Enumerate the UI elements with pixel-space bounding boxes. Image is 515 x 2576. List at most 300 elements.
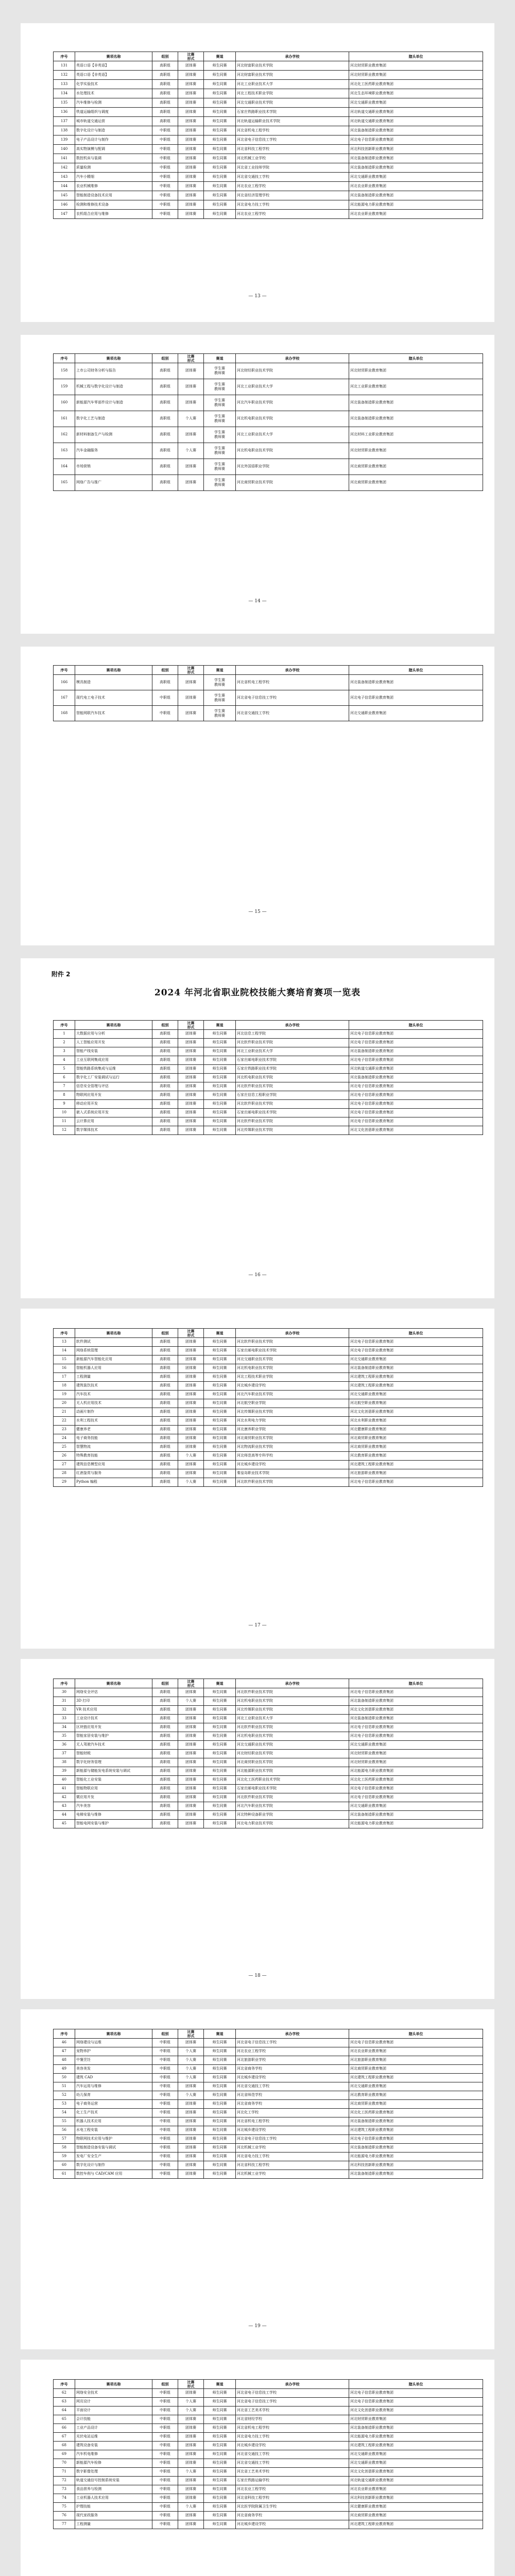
table-cell: 河北机电职业技术学院	[236, 411, 349, 427]
table-cell: 师生同赛	[204, 2056, 236, 2065]
table-cell: 河北财富职业技术学院	[236, 71, 349, 80]
table-cell: 74	[54, 2494, 75, 2503]
table-cell: 团体赛	[178, 1109, 204, 1117]
column-header: 牎头单位	[349, 666, 483, 675]
table-cell: 44	[54, 1811, 75, 1820]
table-cell: 电子产品设计与制作	[75, 135, 152, 145]
cell-line: 教师赛	[214, 387, 225, 391]
table-cell: 现代家政服务	[75, 2512, 152, 2520]
table-cell: 47	[54, 2047, 75, 2056]
table-cell: 团体赛	[178, 427, 204, 443]
table-cell: 高职组	[152, 1109, 178, 1117]
table-cell: 河北软件职业技术学院	[236, 1723, 349, 1732]
table-cell: 团体赛	[178, 117, 204, 126]
table-cell: 河北财经职业技术学院	[236, 1750, 349, 1758]
table-cell: 河北装备制造职业教育集团	[349, 1047, 483, 1056]
table-cell: 无人机应用技术	[75, 1399, 152, 1408]
table-cell: 团体赛	[178, 2126, 204, 2135]
table-cell: 个人赛	[178, 2503, 204, 2512]
table-cell: 高职组	[152, 363, 178, 379]
table-row	[54, 1741, 483, 1750]
table-cell: 高职组	[152, 1030, 178, 1039]
table-cell: 师生同赛	[204, 191, 236, 200]
table-cell: 河北财贸职业教育集团	[349, 2415, 483, 2424]
table-cell: 团体赛	[178, 1688, 204, 1697]
table-row	[54, 1443, 483, 1452]
table-cell: 57	[54, 2135, 75, 2144]
table-cell: 新材料制备生产与检测	[75, 427, 152, 443]
table-cell: 团体赛	[178, 1338, 204, 1347]
column-header: 承办学校	[236, 1021, 349, 1030]
table-cell: 河北化工医药职业技术学院	[236, 1776, 349, 1785]
table-cell: 中职组	[152, 2415, 178, 2424]
table-cell: 62	[54, 2389, 75, 2398]
cell-line: 教师赛	[214, 371, 225, 375]
document-page	[21, 647, 494, 945]
table-cell: 河北电子信息职业教育集团	[349, 1091, 483, 1100]
table-cell: 师生同赛	[204, 2442, 236, 2450]
table-row	[54, 1030, 483, 1039]
table-cell: 个人赛	[178, 443, 204, 459]
column-header: 组别	[152, 1679, 178, 1688]
table-cell: 河北商贸职业教育集团	[349, 2065, 483, 2074]
table-cell: 中职组	[152, 2056, 178, 2065]
table-cell: 河北省交通技工学校	[236, 2450, 349, 2459]
table-cell: 河北装备制造职业教育集团	[349, 154, 483, 163]
table-cell: 河北建筑工程职业教育集团	[349, 2520, 483, 2529]
table-row	[54, 1364, 483, 1373]
table-row	[54, 1399, 483, 1408]
table-cell: 河北电子信息职业教育集团	[349, 1117, 483, 1126]
table-cell: 师生同赛	[204, 1347, 236, 1355]
table-cell: 团体赛	[178, 2135, 204, 2144]
table-cell: 河北省电力技工学校	[236, 2433, 349, 2442]
table-cell: 河北省电力技工学校	[236, 2153, 349, 2161]
table-cell: 平面设计	[75, 2406, 152, 2415]
table-cell: 河北装备制造职业教育集团	[349, 1364, 483, 1373]
table-cell: 河北软件职业技术学院	[236, 1100, 349, 1109]
table-cell: 新能源与储能发电系统安装与调试	[75, 1767, 152, 1776]
table-cell: 河北工业职业技术大学	[236, 427, 349, 443]
table-cell: 河北农业工程学校	[236, 182, 349, 191]
table-cell: 河北商贸职业教育集团	[349, 459, 483, 475]
table-cell: 师生同赛	[204, 1364, 236, 1373]
cell-line: 学生赛	[214, 414, 225, 418]
table-cell: 河北省科技工程学校	[236, 2161, 349, 2170]
table-cell: 师生同赛	[204, 1434, 236, 1443]
cell-line: 教师赛	[214, 713, 225, 718]
table-cell: 红酒鉴赏与服务	[75, 1469, 152, 1478]
table-cell: 师生同赛	[204, 1758, 236, 1767]
table-cell: 个人赛	[178, 411, 204, 427]
table-cell: 河北城乡建设学校	[236, 2442, 349, 2450]
page-title: 2024 年河北省职业院校技能大赛培育赛项一览表	[154, 988, 361, 998]
table-cell: 河北省工业技师学院	[236, 163, 349, 173]
table-cell: 河北建筑工程职业教育集团	[349, 2442, 483, 2450]
table-cell: 高职组	[152, 1697, 178, 1706]
table-cell: 河北旅游职业教育集团	[349, 2056, 483, 2065]
cell-line: 教师赛	[214, 698, 225, 702]
table-cell: 高职组	[152, 1100, 178, 1109]
table-cell: 检测和维修技术设备	[75, 200, 152, 210]
table-row	[54, 2389, 483, 2398]
table-cell: 数控车削与 CAD/CAM 应用	[75, 2170, 152, 2179]
table-row	[54, 191, 483, 200]
table-cell: 34	[54, 1723, 75, 1732]
table-cell: 中职组	[152, 2512, 178, 2520]
table-cell: 团体赛	[178, 2520, 204, 2529]
table-cell: 河北省机电工程学校	[236, 2424, 349, 2433]
table-row	[54, 1461, 483, 1469]
table-cell: 水电工程安装	[75, 2126, 152, 2135]
table-cell: 团体赛	[178, 1802, 204, 1811]
table-cell: 高职组	[152, 1074, 178, 1082]
table-cell: 河北电子信息职业教育集团	[349, 1732, 483, 1741]
table-row	[54, 1426, 483, 1434]
table-cell: 河北商贸职业教育集团	[349, 1443, 483, 1452]
table-cell: 河北师范高等专科学校	[236, 1452, 349, 1461]
table-cell: 中职组	[152, 2109, 178, 2117]
table-cell: 河北工业职业技术大学	[236, 1715, 349, 1723]
table-cell: 师生同赛	[204, 117, 236, 126]
table-cell: 131	[54, 61, 75, 71]
table-cell: 团体赛	[178, 1767, 204, 1776]
table-cell: 团体赛	[178, 1065, 204, 1074]
table-cell: 中职组	[152, 2144, 178, 2153]
table-cell: 河北传媒职业技术学院	[236, 1408, 349, 1417]
table-cell: 河北商贸职业技术学院	[236, 1758, 349, 1767]
table-cell: 师生同赛	[204, 1715, 236, 1723]
table-cell: 高职组	[152, 1461, 178, 1469]
column-header: 赛项名称	[75, 1679, 152, 1688]
column-header: 牎头单位	[349, 1329, 483, 1338]
table-cell: 高职组	[152, 411, 178, 427]
table-cell: 特殊教育技能	[75, 1452, 152, 1461]
table-cell: 河北财贸职业教育集团	[349, 61, 483, 71]
table-cell: 河北商贸职业技术学院	[236, 1434, 349, 1443]
table-row	[54, 1723, 483, 1732]
table-row	[54, 1117, 483, 1126]
table-cell: 河北农业工程学校	[236, 2485, 349, 2494]
table-cell: 数字媒体技术	[75, 1126, 152, 1135]
table-cell: 团体赛	[178, 2442, 204, 2450]
table-cell: 河北商贸职业教育集团	[349, 1434, 483, 1443]
table-cell: 12	[54, 1126, 75, 1135]
table-cell: 数字化设计与制作	[75, 2161, 152, 2170]
column-header: 组别	[152, 1021, 178, 1030]
table-cell: 师生同赛	[204, 2433, 236, 2442]
table-cell: 22	[54, 1417, 75, 1426]
table-cell: 高职组	[152, 1417, 178, 1426]
table-cell: 新能源汽车智能化应用	[75, 1355, 152, 1364]
table-row	[54, 459, 483, 475]
competition-table	[53, 52, 483, 219]
table-cell: 河北电子信息职业教育集团	[349, 1100, 483, 1109]
column-header: 赛道	[204, 666, 236, 675]
document-page	[21, 1309, 494, 1649]
table-cell: 165	[54, 475, 75, 491]
column-header: 承办学校	[236, 1329, 349, 1338]
table-cell: 1	[54, 1030, 75, 1039]
table-cell: 网络建设与运维	[75, 2039, 152, 2047]
table-cell: 河北电子信息职业教育集团	[349, 1478, 483, 1487]
table-cell: 中职组	[152, 2100, 178, 2109]
table-cell: 高职组	[152, 61, 178, 71]
table-row	[54, 1338, 483, 1347]
table-cell: 团体赛	[178, 2109, 204, 2117]
table-cell: 4	[54, 1056, 75, 1065]
table-row	[54, 1039, 483, 1047]
table-cell: 新能源汽车零部件设计与制造	[75, 395, 152, 411]
table-row	[54, 80, 483, 89]
table-row	[54, 1355, 483, 1364]
table-cell: 25	[54, 1443, 75, 1452]
table-cell: 河北教育职业教育集团	[349, 2091, 483, 2100]
table-cell: 汽车美容	[75, 1802, 152, 1811]
table-cell: 智能产线安装	[75, 1047, 152, 1056]
table-cell: 团体赛	[178, 2450, 204, 2459]
table-cell	[204, 411, 236, 427]
table-row	[54, 2056, 483, 2065]
table-cell: 中职组	[152, 2459, 178, 2468]
table-cell: 高职组	[152, 1364, 178, 1373]
table-row	[54, 2100, 483, 2109]
table-cell: 43	[54, 1802, 75, 1811]
column-header: 组别	[152, 2380, 178, 2389]
table-cell: 53	[54, 2100, 75, 2109]
table-cell: 河北装备制造职业教育集团	[349, 1811, 483, 1820]
table-cell: 数字影像处理	[75, 2468, 152, 2477]
table-cell: 10	[54, 1109, 75, 1117]
table-row	[54, 210, 483, 219]
table-cell: 河北旅游职业学校	[236, 2056, 349, 2065]
table-cell: 团体赛	[178, 1391, 204, 1399]
table-cell: 67	[54, 2433, 75, 2442]
table-cell: 团体赛	[178, 210, 204, 219]
table-cell: 河北工业职业技术大学	[236, 379, 349, 395]
table-cell: 河北省交通技工学校	[236, 2082, 349, 2091]
table-cell: 高职组	[152, 1082, 178, 1091]
table-cell: 动画片制作	[75, 1408, 152, 1417]
table-row	[54, 1417, 483, 1426]
table-row	[54, 1697, 483, 1706]
document-page	[21, 335, 494, 634]
table-cell: 团体赛	[178, 1082, 204, 1091]
table-cell: 中职组	[152, 2398, 178, 2406]
table-cell: 师生同赛	[204, 2170, 236, 2179]
table-cell: 河北电子信息职业教育集团	[349, 1793, 483, 1802]
table-row	[54, 117, 483, 126]
table-cell: 团体赛	[178, 1723, 204, 1732]
table-cell: 河北省电力技工学校	[236, 200, 349, 210]
table-cell: 159	[54, 379, 75, 395]
table-cell: 河北化工学校	[236, 2109, 349, 2117]
table-row	[54, 2074, 483, 2082]
table-row	[54, 2126, 483, 2135]
table-cell: 工业互联网集成应用	[75, 1056, 152, 1065]
table-header-row	[54, 1021, 483, 1030]
competition-table	[53, 2379, 483, 2529]
table-cell: 河北农业职业教育集团	[349, 2047, 483, 2056]
column-header: 比赛 形式	[178, 1329, 204, 1338]
table-cell: 河北工业职业技术大学	[236, 1047, 349, 1056]
table-cell: 幼儿保育	[75, 2091, 152, 2100]
table-cell: 高职组	[152, 1399, 178, 1408]
column-header: 序号	[54, 666, 75, 675]
column-header: 序号	[54, 1679, 75, 1688]
table-row	[54, 2485, 483, 2494]
table-cell: 团体赛	[178, 2424, 204, 2433]
table-cell: 3D 打印	[75, 1697, 152, 1706]
table-cell: 145	[54, 191, 75, 200]
table-cell: 团体赛	[178, 80, 204, 89]
table-cell: 个人赛	[178, 2074, 204, 2082]
table-cell: 河北农业职业教育集团	[349, 182, 483, 191]
column-header: 比赛 形式	[178, 666, 204, 675]
table-cell: 71	[54, 2468, 75, 2477]
table-cell: 网络安全评估	[75, 1688, 152, 1697]
table-cell: 移动应用开发	[75, 1100, 152, 1109]
table-cell: 团体赛	[178, 1373, 204, 1382]
table-row	[54, 2520, 483, 2529]
table-cell: 建筑 CAD	[75, 2074, 152, 2082]
table-cell: 河北建筑工程职业教育集团	[349, 1382, 483, 1391]
table-cell: 河北交通职业教育集团	[349, 2450, 483, 2459]
table-cell: 师生同赛	[204, 1338, 236, 1347]
table-row	[54, 1785, 483, 1793]
table-cell: 团体赛	[178, 2415, 204, 2424]
table-cell: 师生同赛	[204, 1355, 236, 1364]
table-cell: 58	[54, 2144, 75, 2153]
table-cell: 团体赛	[178, 1820, 204, 1828]
table-cell: 河北商贸职业教育集团	[349, 2512, 483, 2520]
competition-table	[53, 1328, 483, 1487]
table-cell: 建筑设备安装	[75, 2442, 152, 2450]
table-row	[54, 1469, 483, 1478]
table-cell: 20	[54, 1399, 75, 1408]
page-number: — 14 —	[248, 599, 267, 604]
column-header: 序号	[54, 1021, 75, 1030]
table-cell: 河北交通职业教育集团	[349, 1741, 483, 1750]
table-cell: 电梯安装与维修	[75, 1811, 152, 1820]
table-row	[54, 690, 483, 706]
table-cell: 师生同赛	[204, 1706, 236, 1715]
table-cell: 机器人技术应用	[75, 2117, 152, 2126]
table-cell: 团体赛	[178, 1434, 204, 1443]
column-header: 牎头单位	[349, 2380, 483, 2389]
table-cell: 河北装备制造职业教育集团	[349, 2170, 483, 2179]
table-cell: 网络广告与推广	[75, 475, 152, 491]
table-cell: 美容美发	[75, 2065, 152, 2074]
table-cell: 英语口语【非英语】	[75, 61, 152, 71]
table-cell: 河北化工医药职业教育集团	[349, 80, 483, 89]
table-row	[54, 1706, 483, 1715]
table-cell: 上市公司财务分析与报告	[75, 363, 152, 379]
table-cell: 师生同赛	[204, 2398, 236, 2406]
table-cell	[204, 427, 236, 443]
table-row	[54, 2039, 483, 2047]
table-cell: 52	[54, 2091, 75, 2100]
table-cell: 高职组	[152, 1723, 178, 1732]
table-cell: 高职组	[152, 1785, 178, 1793]
table-cell: 35	[54, 1732, 75, 1741]
column-header: 序号	[54, 354, 75, 363]
table-cell: 高职组	[152, 71, 178, 80]
table-cell: 师生同赛	[204, 1820, 236, 1828]
table-cell: 40	[54, 1776, 75, 1785]
table-cell: 数字化财务管理	[75, 1758, 152, 1767]
table-header-row	[54, 2380, 483, 2389]
table-cell: 师生同赛	[204, 1408, 236, 1417]
table-cell: 69	[54, 2450, 75, 2459]
table-cell: 师生同赛	[204, 2450, 236, 2459]
table-cell: 河北财贸职业教育集团	[349, 443, 483, 459]
column-header: 比赛 形式	[178, 1679, 204, 1688]
table-cell: 38	[54, 1758, 75, 1767]
table-cell: 化学实验技术	[75, 80, 152, 89]
table-cell: 数字化工艺与制造	[75, 411, 152, 427]
table-cell: 河北软件职业技术学院	[236, 1793, 349, 1802]
table-cell: 河北省经济管理学校	[236, 191, 349, 200]
table-cell: 河北装备制造职业教育集团	[349, 1074, 483, 1082]
table-cell: 51	[54, 2082, 75, 2091]
table-cell: 河北电子信息职业教育集团	[349, 2389, 483, 2398]
table-cell: 师生同赛	[204, 1117, 236, 1126]
table-cell: 134	[54, 89, 75, 98]
table-cell: 41	[54, 1785, 75, 1793]
table-cell: 中职组	[152, 2503, 178, 2512]
table-cell: 质量检测	[75, 163, 152, 173]
table-cell: 团体赛	[178, 1732, 204, 1741]
table-cell: 中职组	[152, 2494, 178, 2503]
table-cell: 师生同赛	[204, 1126, 236, 1135]
table-cell: 师生同赛	[204, 1741, 236, 1750]
table-cell: 73	[54, 2485, 75, 2494]
table-cell: 团体赛	[178, 1047, 204, 1056]
table-cell: 护理技能	[75, 2503, 152, 2512]
table-cell: 师生同赛	[204, 1065, 236, 1074]
table-cell: 团体赛	[178, 1443, 204, 1452]
column-header: 赛项名称	[75, 666, 152, 675]
table-cell: 师生同赛	[204, 2135, 236, 2144]
table-cell: 河北城乡建设学校	[236, 2520, 349, 2529]
table-row	[54, 2459, 483, 2468]
table-row	[54, 1434, 483, 1443]
table-cell: 师生同赛	[204, 126, 236, 135]
table-cell: 高职组	[152, 108, 178, 117]
table-row	[54, 89, 483, 98]
table-cell: 72	[54, 2477, 75, 2485]
table-cell: 河北城乡建设学校	[236, 2126, 349, 2135]
table-cell: 河北交通职业教育集团	[349, 706, 483, 721]
column-header: 承办学校	[236, 2380, 349, 2389]
table-cell: 高职组	[152, 1758, 178, 1767]
column-header: 组别	[152, 2029, 178, 2039]
document-page	[21, 1659, 494, 1999]
table-cell: 河北城乡建设学校	[236, 2074, 349, 2082]
table-cell: 144	[54, 182, 75, 191]
table-cell: 工业设计技术	[75, 1715, 152, 1723]
table-row	[54, 475, 483, 491]
column-header: 承办学校	[236, 354, 349, 363]
table-cell: 师生同赛	[204, 2074, 236, 2082]
table-cell: 健康养老	[75, 1426, 152, 1434]
table-cell: 河北商贸职业教育集团	[349, 475, 483, 491]
table-cell: 中职组	[152, 2047, 178, 2056]
table-cell: 河北机械工业学校	[236, 2144, 349, 2153]
table-cell: 河北装备制造职业教育集团	[349, 2117, 483, 2126]
table-cell: 河北机械工业学校	[236, 2170, 349, 2179]
